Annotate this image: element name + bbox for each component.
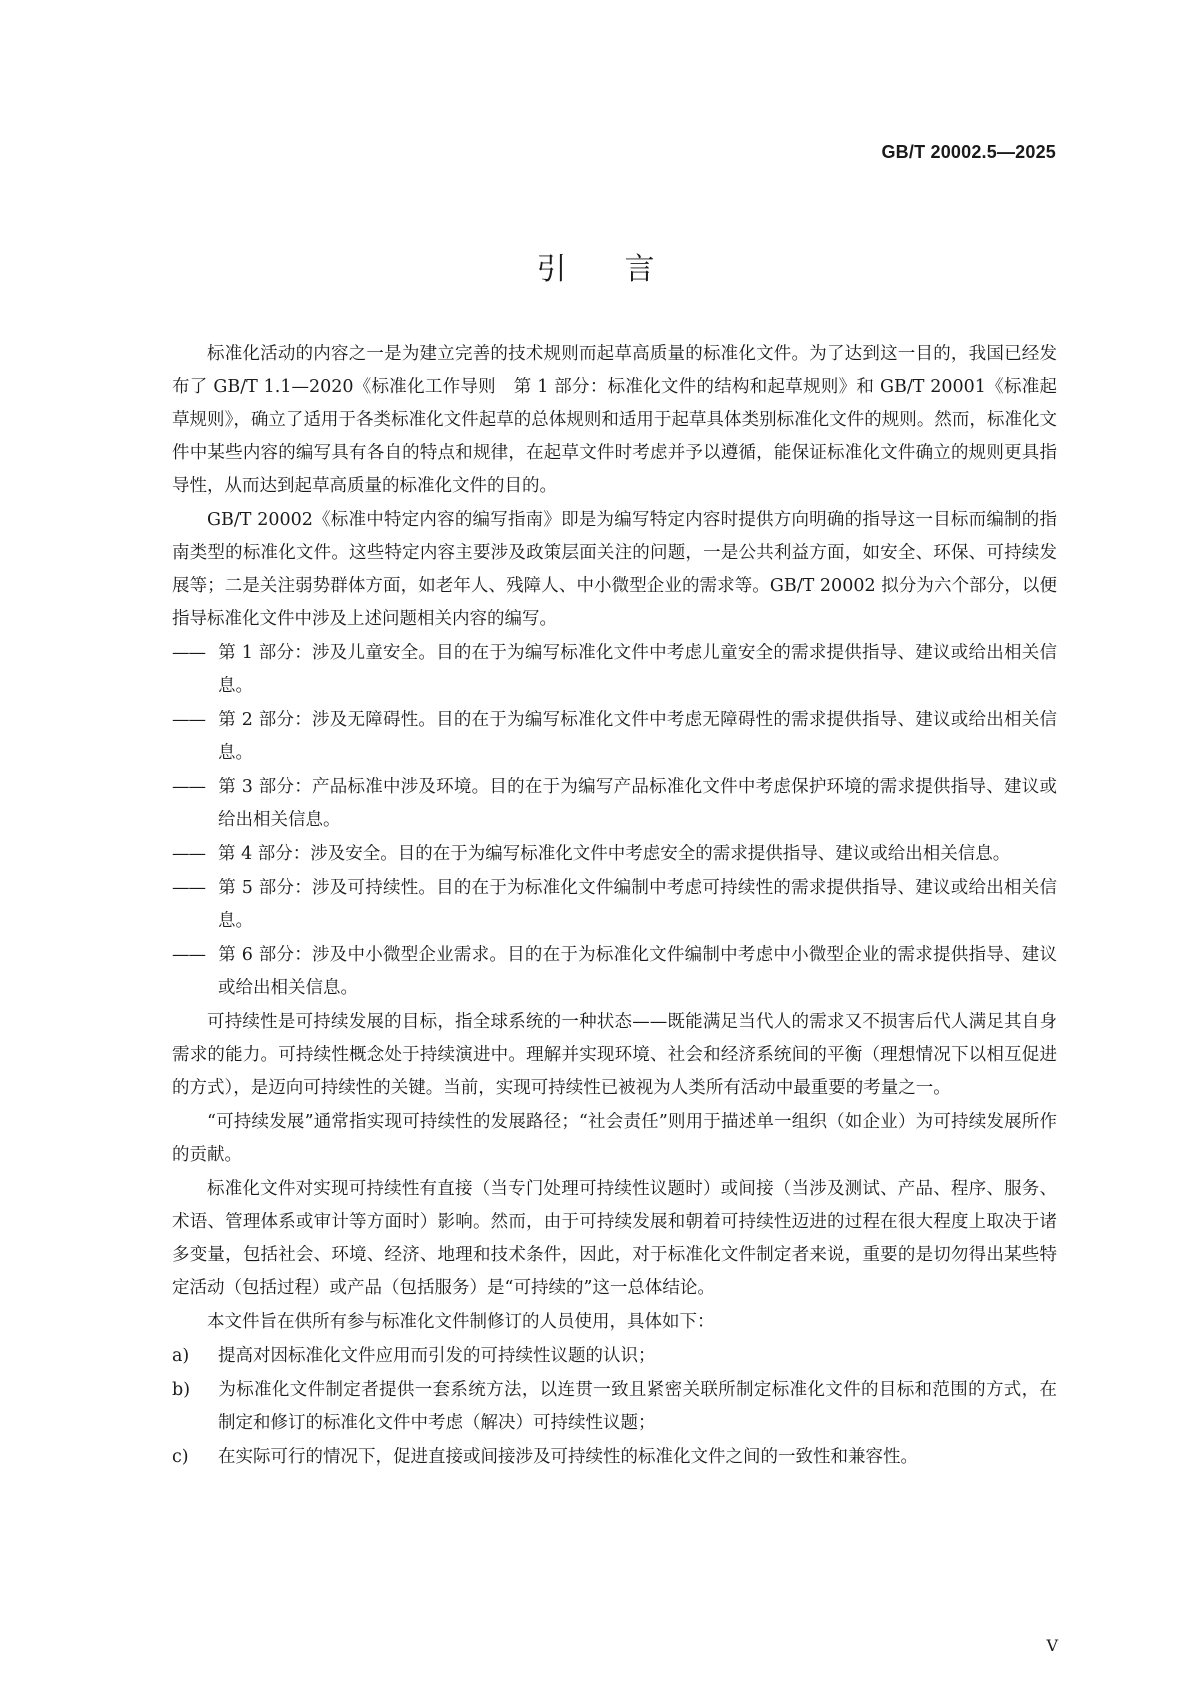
paragraph: 标准化活动的内容之一是为建立完善的技术规则而起草高质量的标准化文件。为了达到这一目的，我国已经发布了 GB/T 1.1—2020《标准化工作导则 第 1 部分：标准化文件的结构和起草规则》和 GB/T 20001《标准起草规则》，确立了适用于各类标准化文件起草的总体规则和适用于起草具体类别标准化文件的规则。然而，标准化文件中某些内容的编写具有各自的特点和规律，在起草文件时考虑并予以遵循，能保证标准化文件确立的规则更具指导性，从而达到起草高质量的标准化文件的目的。 — [172, 344, 1057, 496]
part-item — [172, 704, 1057, 770]
list-marker: a) — [172, 1346, 190, 1366]
part-text: 第 5 部分：涉及可持续性。目的在于为标准化文件编制中考虑可持续性的需求提供指导、建议或给出相关信息。 — [218, 878, 1057, 931]
paragraph: “可持续发展”通常指实现可持续性的发展路径；“社会责任”则用于描述单一组织（如企业）为可持续发展所作的贡献。 — [172, 1112, 1057, 1165]
part-item — [172, 939, 1057, 1005]
dash-marker: —— — [172, 878, 205, 898]
part-text: 第 4 部分：涉及安全。目的在于为编写标准化文件中考虑安全的需求提供指导、建议或给出相关信息。 — [218, 844, 1011, 864]
paragraph: 可持续性是可持续发展的目标，指全球系统的一种状态——既能满足当代人的需求又不损害后代人满足其自身需求的能力。可持续性概念处于持续演进中。理解并实现环境、社会和经济系统间的平衡（理想情况下以相互促进的方式），是迈向可持续性的关键。当前，实现可持续性已被视为人类所有活动中最重要的考量之一。 — [172, 1012, 1057, 1098]
part-item — [172, 637, 1057, 703]
dash-marker: —— — [172, 710, 205, 730]
part-item — [172, 838, 1057, 871]
document-body — [172, 338, 1057, 1475]
paragraph: 本文件旨在供所有参与标准化文件制修订的人员使用，具体如下： — [207, 1312, 715, 1332]
part-text: 第 2 部分：涉及无障碍性。目的在于为编写标准化文件中考虑无障碍性的需求提供指导、建议或给出相关信息。 — [218, 710, 1057, 763]
page-number: V — [1046, 1636, 1058, 1655]
page-title: 引言 — [536, 252, 713, 287]
list-item — [172, 1441, 1057, 1474]
list-text: 提高对因标准化文件应用而引发的可持续性议题的认识； — [218, 1346, 656, 1366]
list-marker: b) — [172, 1380, 191, 1400]
part-item — [172, 771, 1057, 837]
list-item — [172, 1340, 1057, 1373]
part-text: 第 1 部分：涉及儿童安全。目的在于为编写标准化文件中考虑儿童安全的需求提供指导、建议或给出相关信息。 — [218, 643, 1057, 696]
paragraph: 标准化文件对实现可持续性有直接（当专门处理可持续性议题时）或间接（当涉及测试、产品、程序、服务、术语、管理体系或审计等方面时）影响。然而，由于可持续发展和朝着可持续性迈进的过程在很大程度上取决于诸多变量，包括社会、环境、经济、地理和技术条件，因此，对于标准化文件制定者来说，重要的是切勿得出某些特定活动（包括过程）或产品（包括服务）是“可持续的”这一总体结论。 — [172, 1179, 1057, 1298]
dash-marker: —— — [172, 844, 205, 864]
list-item — [172, 1374, 1057, 1440]
part-item — [172, 872, 1057, 938]
part-text: 第 3 部分：产品标准中涉及环境。目的在于为编写产品标准化文件中考虑保护环境的需求提供指导、建议或给出相关信息。 — [218, 777, 1057, 830]
list-text: 在实际可行的情况下，促进直接或间接涉及可持续性的标准化文件之间的一致性和兼容性。 — [218, 1447, 918, 1467]
list-text: 为标准化文件制定者提供一套系统方法，以连贯一致且紧密关联所制定标准化文件的目标和范围的方式，在制定和修订的标准化文件中考虑（解决）可持续性议题； — [218, 1380, 1057, 1433]
list-marker: c) — [172, 1447, 189, 1467]
paragraph: GB/T 20002《标准中特定内容的编写指南》即是为编写特定内容时提供方向明确的指导这一目标而编制的指南类型的标准化文件。这些特定内容主要涉及政策层面关注的问题，一是公共利益方面，如安全、环保、可持续发展等；二是关注弱势群体方面，如老年人、残障人、中小微型企业的需求等。GB/T 20002 拟分为六个部分，以便指导标准化文件中涉及上述问题相关内容的编写。 — [172, 510, 1057, 629]
document-code: GB/T 20002.5—2025 — [881, 142, 1056, 162]
dash-marker: —— — [172, 643, 205, 663]
dash-marker: —— — [172, 945, 205, 965]
dash-marker: —— — [172, 777, 205, 797]
part-text: 第 6 部分：涉及中小微型企业需求。目的在于为标准化文件编制中考虑中小微型企业的需求提供指导、建议或给出相关信息。 — [218, 945, 1057, 998]
